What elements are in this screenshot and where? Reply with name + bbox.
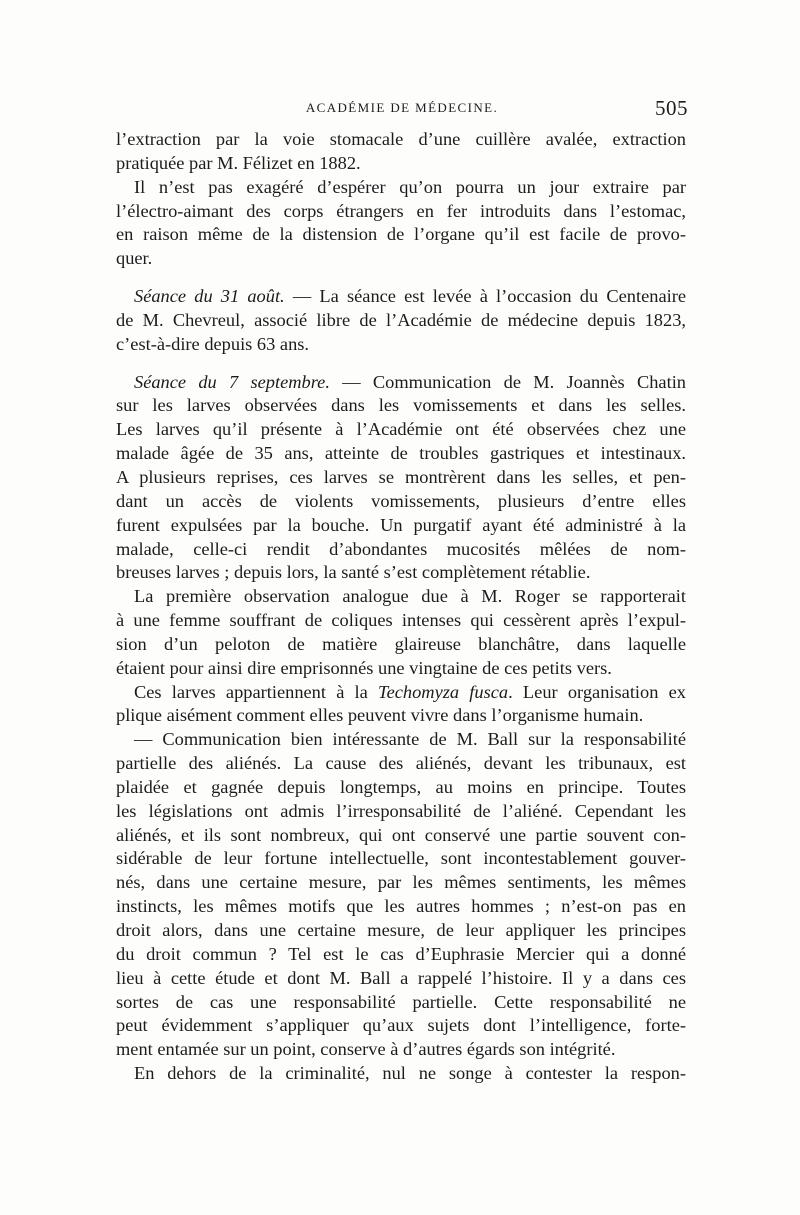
text-line: lieu à cette étude et dont M. Ball a rappelé l’histoire. Il y a dans ces (116, 967, 686, 988)
text-line: sur les larves observées dans les vomissements et dans les selles. (116, 395, 686, 416)
text-line: nés, dans une certaine mesure, par les mêmes sentiments, les mêmes (116, 872, 686, 893)
text-line: — Communication bien intéressante de M. Ball sur la responsabilité (134, 729, 686, 750)
text-line: sion d’un peloton de matière glaireuse blanchâtre, dans laquelle (116, 633, 686, 654)
text-line: les législations ont admis l’irresponsabilité de l’aliéné. Cependant les (116, 800, 686, 821)
text-before-species: Ces larves appartiennent à la (134, 681, 379, 702)
paragraph-criminalite (116, 1062, 686, 1086)
body-text (116, 128, 686, 1086)
text-line: En dehors de la criminalité, nul ne songe à contester la respon- (134, 1063, 686, 1084)
text-line: A plusieurs reprises, ces larves se montrèrent dans les selles, et pen- (116, 466, 686, 487)
text-line: Il n’est pas exagéré d’espérer qu’on pourra un jour extraire par (134, 176, 686, 197)
text-line: étaient pour ainsi dire emprisonnés une vingtaine de ces petits vers. (116, 657, 612, 678)
text-line: pratiquée par M. Félizet en 1882. (116, 152, 361, 173)
species-name: Techomyza fusca (378, 681, 509, 702)
paragraph-larves-species (116, 681, 686, 729)
text-line: breuses larves ; depuis lors, la santé s’est complètement rétablie. (116, 562, 591, 583)
text-line: malade âgée de 35 ans, atteinte de troubles gastriques et intestinaux. (116, 443, 686, 464)
text-line: quer. (116, 248, 153, 269)
text-line: sidérable de leur fortune intellectuelle, sont incontestablement gouver- (116, 848, 686, 869)
text-line (116, 681, 686, 705)
text-line: l’extraction par la voie stomacale d’une cuillère avalée, extraction (116, 129, 686, 149)
text-line: furent expulsées par la bouche. Un purgatif ayant été administré à la (116, 514, 686, 535)
text-line: dant un accès de violents vomissements, plusieurs d’entre elles (116, 490, 686, 511)
text-line: ment entamée sur un point, conserve à d’autres égards son intégrité. (116, 1039, 616, 1060)
text-line: plaidée et gagnée depuis longtemps, au moins en principe. Toutes (116, 776, 686, 797)
text-line: peut évidemment s’appliquer qu’aux sujets dont l’intelligence, forte- (116, 1015, 686, 1036)
paragraph-ball (116, 728, 686, 1062)
text-line: partielle des aliénés. La cause des aliénés, devant les tribunaux, est (116, 753, 686, 774)
page-number: 505 (655, 96, 688, 120)
seance-heading: Séance du 31 août. (134, 286, 285, 307)
text-line (116, 285, 686, 309)
running-title: ACADÉMIE DE MÉDECINE. (305, 100, 499, 115)
text-line: l’électro-aimant des corps étrangers en fer introduits dans l’estomac, (116, 200, 686, 221)
paragraph-gap (116, 357, 686, 371)
text-line: droit alors, dans une certaine mesure, de leur appliquer les principes (116, 920, 686, 940)
paragraph-roger (116, 585, 686, 680)
paragraph-electro-aimant (116, 176, 686, 271)
paragraph-seance-31-aout (116, 285, 686, 357)
text-line: aliénés, et ils sont nombreux, qui ont conservé une partie souvent con- (116, 824, 686, 845)
seance-text: — Communication de M. Joannès Chatin (329, 371, 686, 392)
text-line: sortes de cas une responsabilité partielle. Cette responsabilité ne (116, 991, 686, 1012)
text-line: du droit commun ? Tel est le cas d’Euphrasie Mercier qui a donné (116, 943, 686, 964)
seance-text: — La séance est levée à l’occasion du Centenaire (284, 286, 686, 307)
text-line: plique aisément comment elles peuvent vivre dans l’organisme humain. (116, 705, 644, 726)
paragraph-gap (116, 271, 686, 285)
text-line: c’est-à-dire depuis 63 ans. (116, 333, 310, 354)
paragraph-seance-7-septembre (116, 371, 686, 586)
text-after-species: . Leur organisation ex (508, 681, 686, 702)
running-head (116, 96, 688, 126)
seance-heading: Séance du 7 septembre. (134, 371, 330, 392)
text-line: malade, celle-ci rendit d’abondantes mucosités mêlées de nom- (116, 538, 686, 559)
text-line: en raison même de la distension de l’organe qu’il est facile de provo- (116, 224, 686, 245)
text-line: de M. Chevreul, associé libre de l’Académie de médecine depuis 1823, (116, 309, 686, 330)
text-line: instincts, les mêmes motifs que les autres hommes ; n’est-on pas en (116, 896, 686, 917)
text-line (116, 371, 686, 395)
text-line: La première observation analogue due à M. Roger se rapporterait (134, 586, 686, 607)
text-line: à une femme souffrant de coliques intenses qui cessèrent après l’expul- (116, 610, 686, 631)
paragraph-extraction (116, 128, 686, 176)
text-line: Les larves qu’il présente à l’Académie ont été observées chez une (116, 419, 686, 440)
